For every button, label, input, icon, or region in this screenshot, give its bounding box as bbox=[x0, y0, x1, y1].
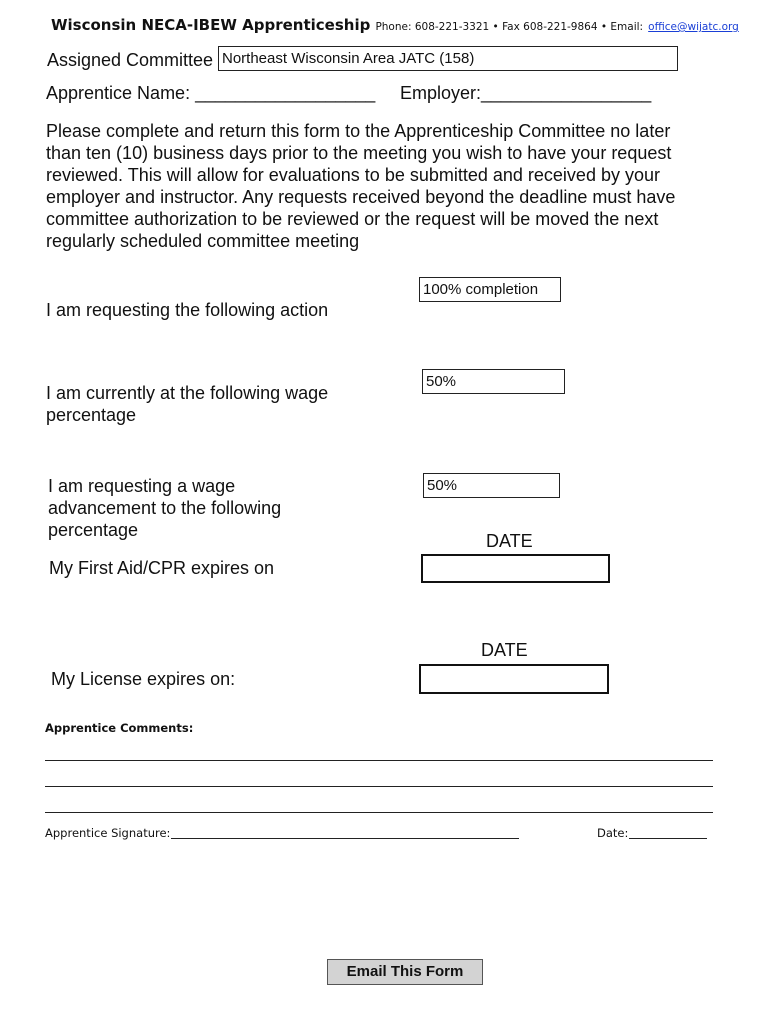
requested-wage-value: 50% bbox=[427, 477, 458, 494]
comment-line[interactable] bbox=[45, 760, 713, 761]
employer-field[interactable]: Employer:_________________ bbox=[400, 83, 652, 103]
organization-name: Wisconsin NECA-IBEW Apprenticeship bbox=[51, 16, 371, 34]
first-aid-label: My First Aid/CPR expires on bbox=[49, 558, 275, 578]
current-wage-label: I am currently at the following wage percentage bbox=[46, 383, 329, 425]
license-date-heading: DATE bbox=[481, 640, 528, 660]
comment-line[interactable] bbox=[45, 812, 713, 813]
form-header bbox=[51, 15, 739, 34]
requested-wage-label: I am requesting a wage advancement to the following percentage bbox=[48, 476, 282, 540]
current-wage-field[interactable] bbox=[422, 369, 565, 394]
signature-date-field[interactable] bbox=[629, 838, 707, 839]
current-wage-value: 50% bbox=[426, 373, 457, 390]
action-label: I am requesting the following action bbox=[46, 300, 329, 320]
instructions-text: Please complete and return this form to the Apprenticeship Committee no later than ten (10) business days prior to the meeting you wish to have your request reviewed. This will allow for evaluations to be submitted and received by your employer and instructor. Any requests received beyond the deadline must have committee authorization to be reviewed or the request will be moved the next regularly scheduled committee meeting bbox=[46, 121, 676, 251]
first-aid-date-field[interactable] bbox=[421, 554, 610, 583]
committee-label: Assigned Committee bbox=[47, 50, 214, 70]
first-aid-date-heading: DATE bbox=[486, 531, 533, 551]
license-date-field[interactable] bbox=[419, 664, 609, 694]
signature-label: Apprentice Signature: bbox=[45, 826, 171, 840]
signature-date-label: Date: bbox=[597, 826, 629, 840]
comment-line[interactable] bbox=[45, 786, 713, 787]
requested-wage-field[interactable] bbox=[423, 473, 560, 498]
apprentice-name-field[interactable]: Apprentice Name: __________________ bbox=[46, 83, 376, 103]
committee-value: Northeast Wisconsin Area JATC (158) bbox=[222, 50, 475, 67]
signature-field[interactable] bbox=[171, 838, 519, 839]
comments-label: Apprentice Comments: bbox=[45, 721, 194, 735]
email-link[interactable]: office@wijatc.org bbox=[648, 21, 739, 33]
action-value: 100% completion bbox=[423, 281, 539, 298]
email-form-button[interactable]: Email This Form bbox=[327, 959, 483, 985]
license-label: My License expires on: bbox=[51, 669, 236, 689]
committee-field[interactable] bbox=[218, 46, 678, 71]
contact-info: Phone: 608-221-3321 • Fax 608-221-9864 • Email: bbox=[375, 21, 644, 33]
action-field[interactable] bbox=[419, 277, 561, 302]
